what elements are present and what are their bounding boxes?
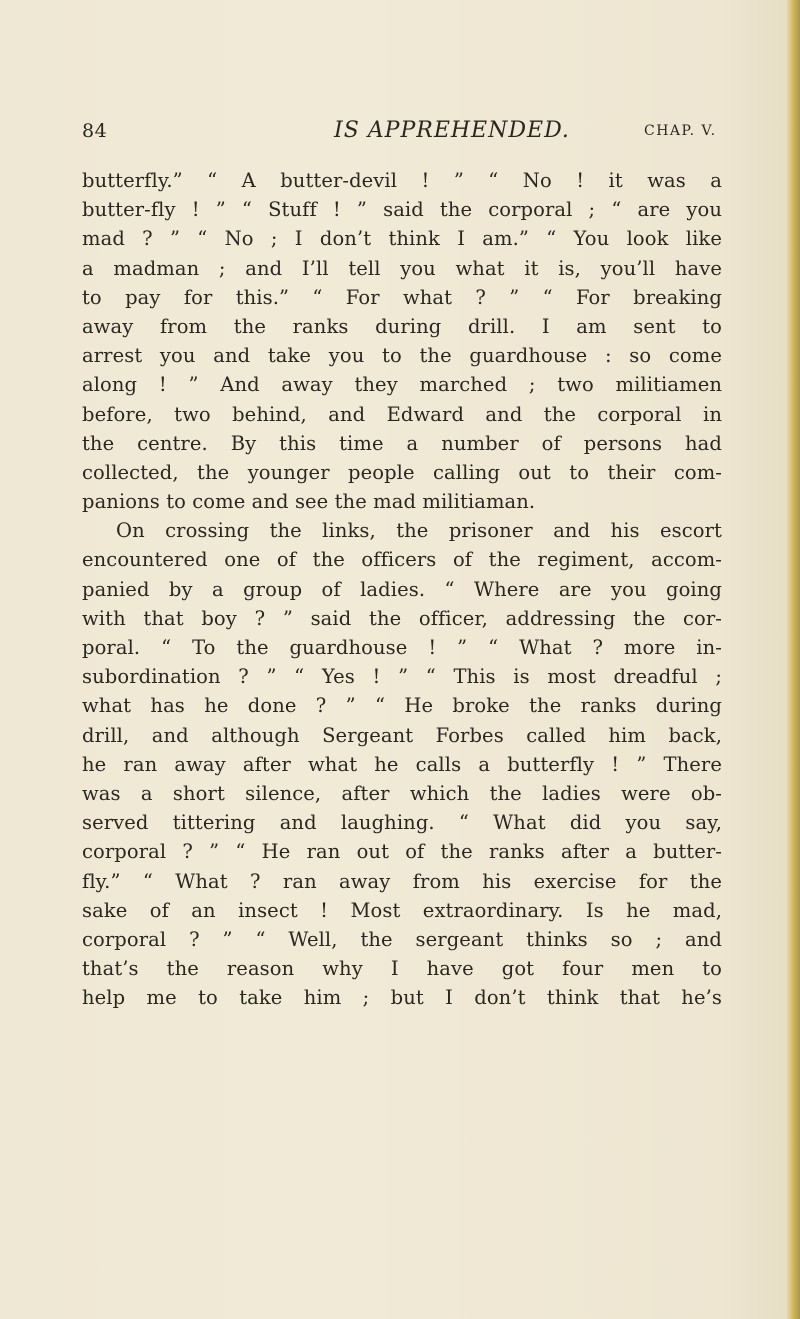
text-line: drill, and although Sergeant Forbes called him back,: [82, 723, 722, 747]
text-line: encountered one of the officers of the regiment, accom-: [82, 548, 722, 572]
text-line: collected, the younger people calling out to their com-: [82, 460, 722, 484]
text-line: was a short silence, after which the ladies were ob-: [82, 781, 722, 805]
text-line: to pay for this.” “ For what ? ” “ For breaking: [82, 285, 722, 309]
text-line: before, two behind, and Edward and the corporal in: [82, 402, 722, 426]
text-line: arrest you and take you to the guardhouse : so come: [82, 344, 722, 368]
chapter-label: CHAP. V.: [644, 123, 717, 139]
text-line: served tittering and laughing. “ What did you say,: [82, 811, 722, 835]
text-line: with that boy ? ” said the officer, addressing the cor-: [82, 606, 722, 630]
text-line: On crossing the links, the prisoner and his escort: [116, 519, 722, 543]
body-text: [82, 166, 722, 1012]
text-line: subordination ? ” “ Yes ! ” “ This is most dreadful ;: [82, 665, 722, 689]
page-number: 84: [82, 120, 108, 142]
text-line: panied by a group of ladies. “ Where are you going: [82, 577, 722, 601]
text-line: he ran away after what he calls a butterfly ! ” There: [82, 752, 722, 776]
text-line: along ! ” And away they marched ; two militiamen: [82, 373, 722, 397]
text-line: panions to come and see the mad militiaman.: [82, 490, 536, 514]
text-line: poral. “ To the guardhouse ! ” “ What ? more in-: [82, 636, 722, 659]
text-line: corporal ? ” “ He ran out of the ranks after a butter-: [82, 840, 722, 864]
text-line: what has he done ? ” “ He broke the ranks during: [82, 694, 722, 718]
text-line: butter-fly ! ” “ Stuff ! ” said the corporal ; “ are you: [82, 198, 722, 222]
text-line: the centre. By this time a number of persons had: [82, 431, 722, 455]
text-line: corporal ? ” “ Well, the sergeant thinks so ; and: [82, 927, 722, 951]
text-line: help me to take him ; but I don’t think that he’s: [82, 986, 722, 1010]
text-line: a madman ; and I’ll tell you what it is, you’ll have: [82, 256, 722, 280]
text-line: mad ? ” “ No ; I don’t think I am.” “ You look like: [82, 227, 722, 251]
text-line: butterfly.” “ A butter-devil ! ” “ No ! it was a: [82, 169, 722, 192]
text-line: away from the ranks during drill. I am sent to: [82, 314, 722, 338]
running-title: IS APPREHENDED.: [334, 118, 570, 143]
text-line: fly.” “ What ? ran away from his exercise for the: [82, 869, 722, 893]
page-header: [82, 112, 722, 146]
page-edge: [786, 0, 800, 1319]
text-line: that’s the reason why I have got four men to: [82, 957, 722, 981]
text-line: sake of an insect ! Most extraordinary. Is he mad,: [82, 898, 722, 922]
